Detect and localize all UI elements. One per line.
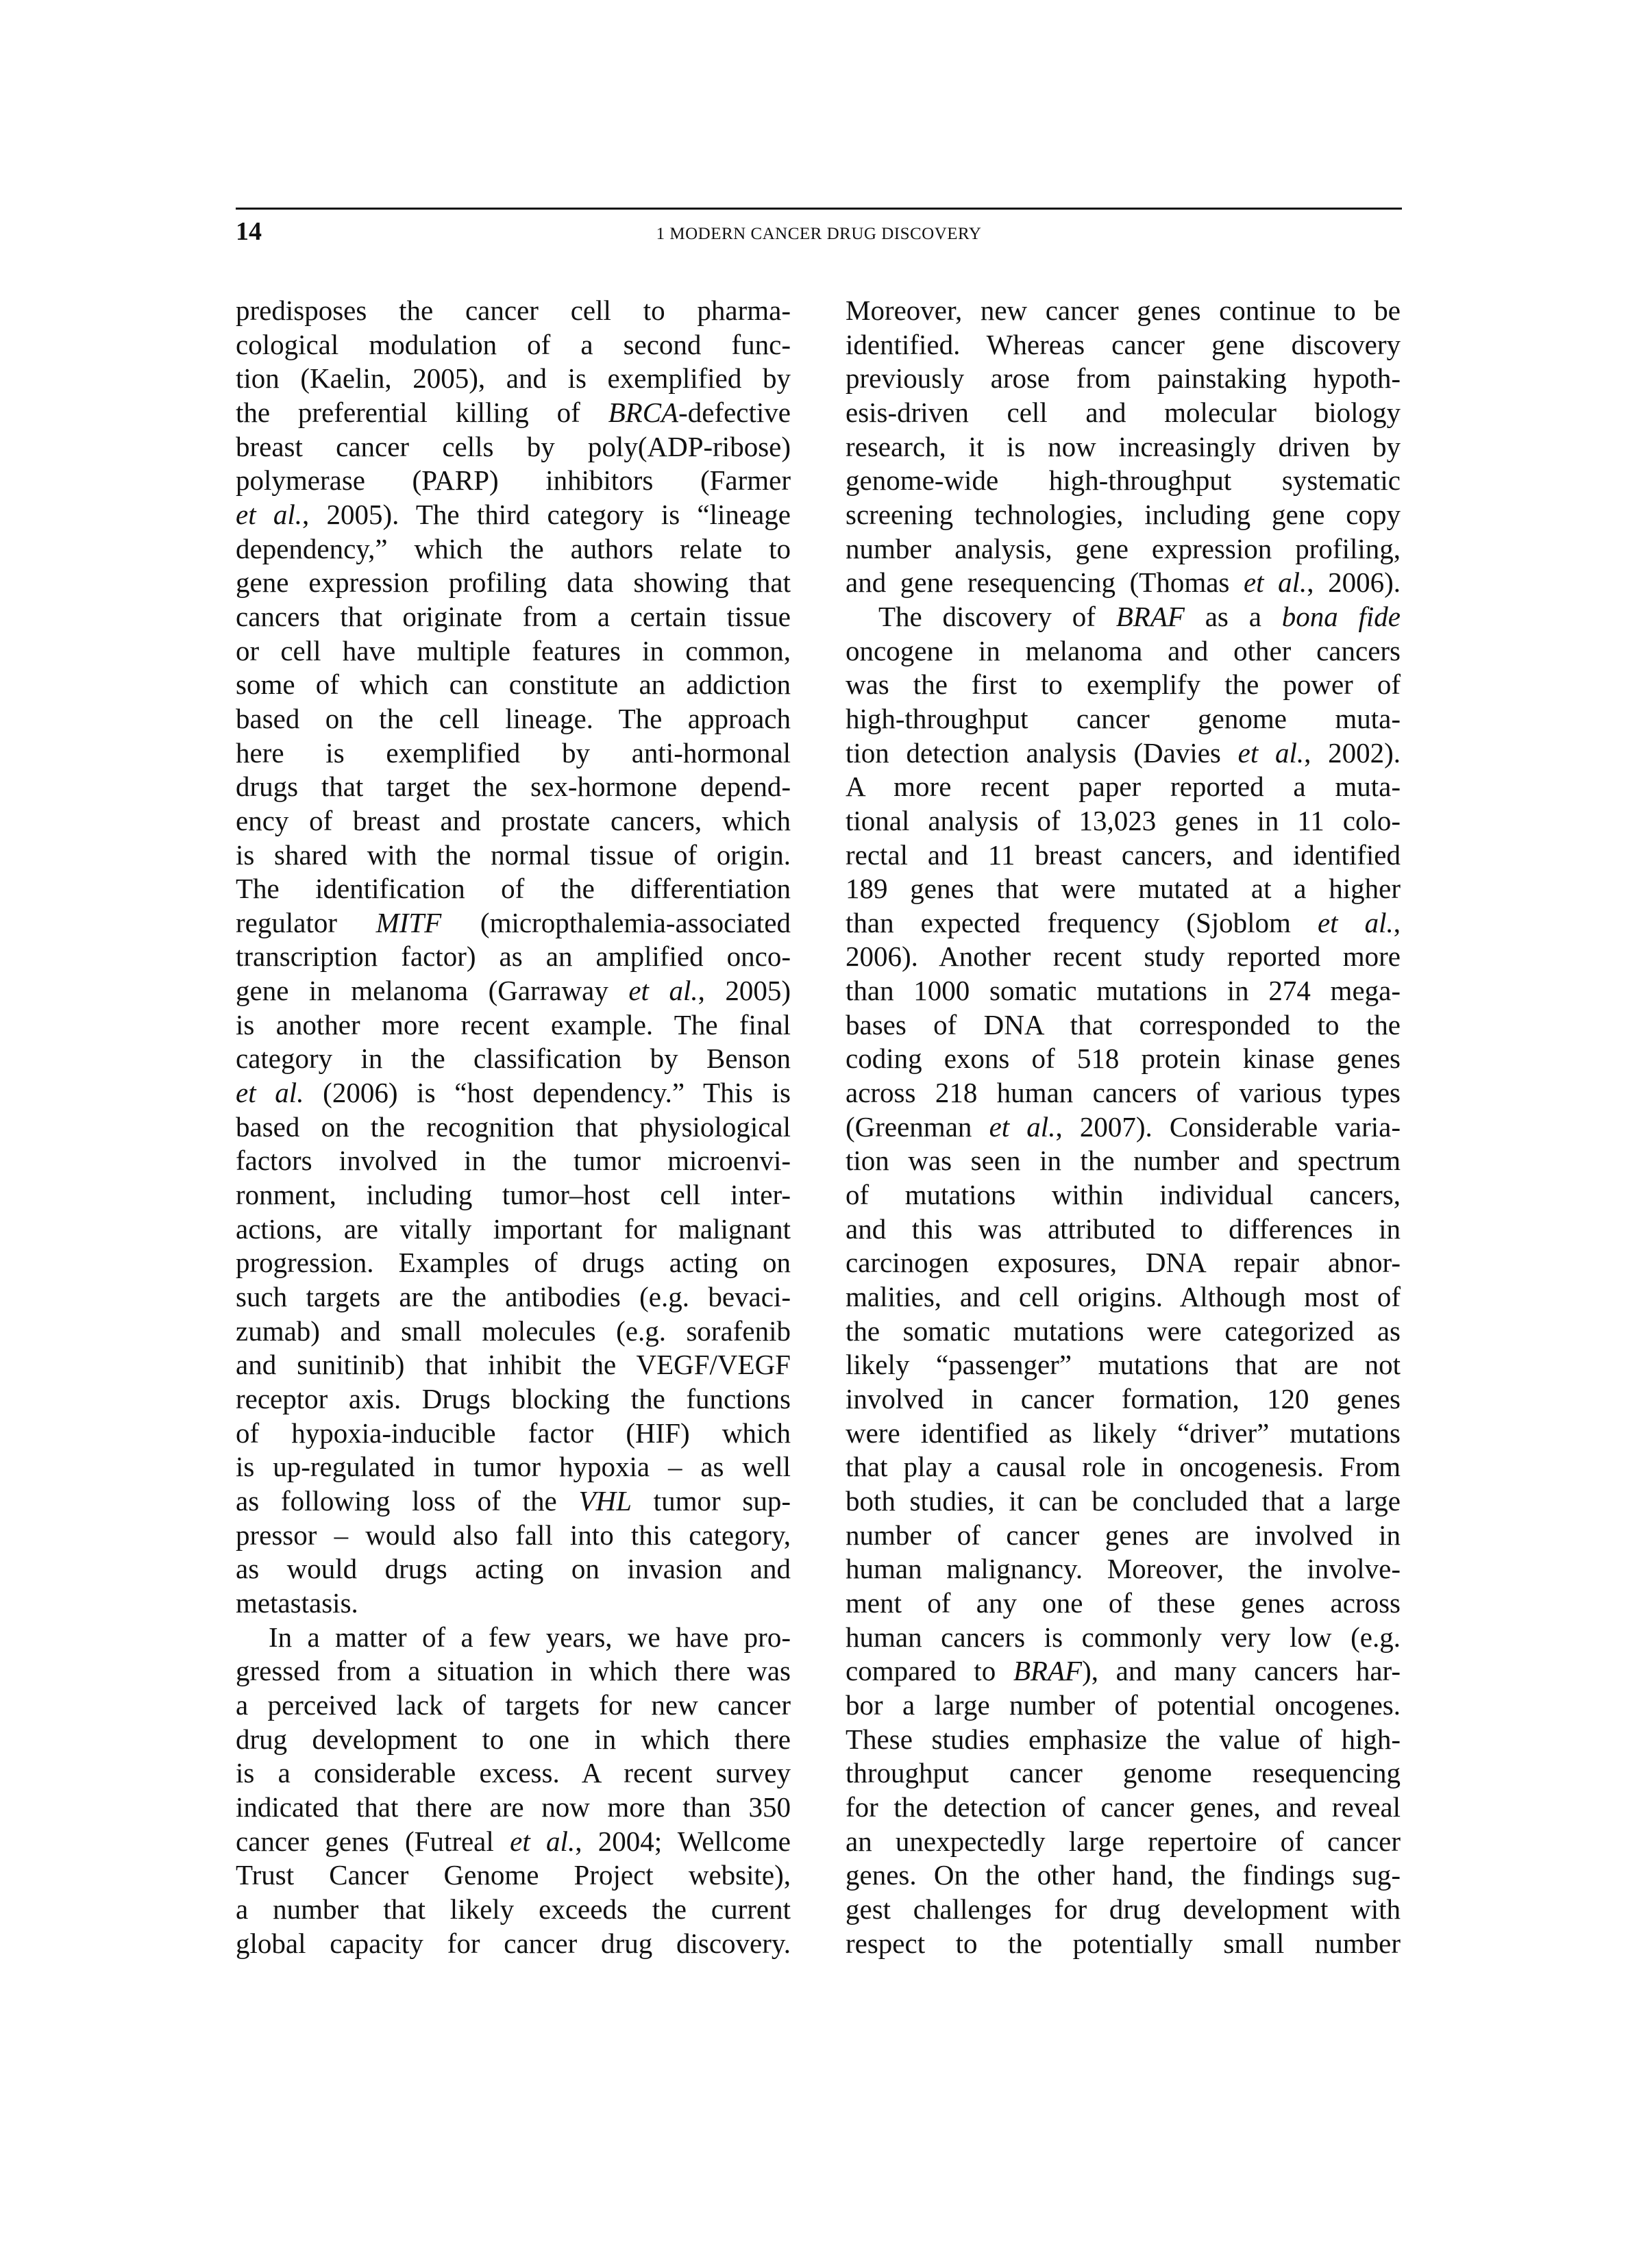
text-line <box>236 600 791 634</box>
text-line <box>846 1280 1401 1314</box>
text-span: is a considerable excess. A recent survey <box>236 1757 791 1789</box>
text-span: actions, are vitally important for malignant <box>236 1212 791 1245</box>
text-line <box>236 328 791 362</box>
text-span: is up-regulated in tumor hypoxia – as well <box>236 1451 791 1483</box>
text-span: indicated that there are now more than 350 <box>236 1791 791 1823</box>
text-line <box>846 1348 1401 1382</box>
text-span: global capacity for cancer drug discovery. <box>236 1927 791 1959</box>
italic-text: et al. <box>236 498 302 530</box>
text-span: tion (Kaelin, 2005), and is exemplified by <box>236 362 791 395</box>
text-line <box>236 1654 791 1688</box>
text-span: Moreover, new cancer genes continue to be <box>846 295 1401 326</box>
text-line <box>846 1756 1401 1791</box>
text-line <box>236 294 791 328</box>
text-line <box>846 328 1401 362</box>
text-line <box>236 1621 791 1655</box>
text-line <box>846 396 1401 430</box>
text-span: previously arose from painstaking hypoth- <box>846 362 1401 395</box>
text-span: gene expression profiling data showing that <box>236 566 791 599</box>
text-line <box>236 1076 791 1110</box>
text-line <box>236 1688 791 1723</box>
text-line <box>846 668 1401 702</box>
italic-text: BRAF <box>1013 1655 1083 1687</box>
text-line <box>846 1042 1401 1076</box>
text-span: , 2007). Considerable varia- <box>1055 1110 1401 1143</box>
text-span: research, it is now increasingly driven by <box>846 430 1401 462</box>
text-span: tumor sup- <box>631 1484 791 1517</box>
text-span: gressed from a situation in which there was <box>236 1655 791 1687</box>
text-span: of mutations within individual cancers, <box>846 1179 1401 1211</box>
text-span: tion detection analysis (Davies <box>846 736 1238 769</box>
italic-text: et al. <box>989 1110 1056 1143</box>
text-span: screening technologies, including gene copy <box>846 498 1401 530</box>
text-span: high-throughput cancer genome muta- <box>846 702 1401 734</box>
text-line <box>236 1348 791 1382</box>
text-line <box>236 1791 791 1825</box>
text-span: number analysis, gene expression profiling, <box>846 532 1401 564</box>
text-span: based on the recognition that physiological <box>236 1110 791 1143</box>
text-span: the somatic mutations were categorized as <box>846 1314 1401 1347</box>
text-line <box>846 600 1401 634</box>
text-line <box>236 1825 791 1859</box>
text-span: regulator <box>236 906 376 938</box>
text-span: In a matter of a few years, we have pro- <box>269 1621 791 1653</box>
text-line <box>846 634 1401 669</box>
text-span: malities, and cell origins. Although most of <box>846 1281 1401 1313</box>
text-line <box>236 1246 791 1280</box>
text-span: both studies, it can be concluded that a large <box>846 1484 1401 1517</box>
italic-text: BRCA <box>608 396 679 428</box>
text-line <box>236 1382 791 1417</box>
text-line <box>846 1246 1401 1280</box>
text-span: genome-wide high-throughput systematic <box>846 464 1401 497</box>
text-line <box>846 1417 1401 1451</box>
text-line <box>846 1893 1401 1927</box>
text-line <box>236 1280 791 1314</box>
text-line <box>846 1586 1401 1621</box>
text-line <box>846 1110 1401 1145</box>
text-span: (micropthalemia-associated <box>441 906 791 938</box>
text-line <box>846 362 1401 396</box>
text-span: drug development to one in which there <box>236 1723 791 1755</box>
text-line <box>846 566 1401 600</box>
right-column <box>846 294 1401 1960</box>
text-span: bases of DNA that corresponded to the <box>846 1008 1401 1040</box>
text-line <box>236 1756 791 1791</box>
text-line <box>846 702 1401 736</box>
text-span: , 2004; Wellcome <box>575 1825 791 1857</box>
text-line <box>846 974 1401 1008</box>
text-span: ency of breast and prostate cancers, which <box>236 804 791 836</box>
text-line <box>236 532 791 566</box>
text-span: pressor – would also fall into this category, <box>236 1519 791 1551</box>
text-line <box>236 498 791 532</box>
text-span: such targets are the antibodies (e.g. bevaci- <box>236 1281 791 1313</box>
text-line <box>846 430 1401 464</box>
text-span: based on the cell lineage. The approach <box>236 702 791 734</box>
text-line <box>846 532 1401 566</box>
text-line <box>236 770 791 804</box>
text-line <box>236 804 791 838</box>
text-line <box>236 1178 791 1212</box>
text-line <box>236 1519 791 1553</box>
text-line <box>236 872 791 906</box>
text-line <box>236 736 791 771</box>
text-span: cancer genes (Futreal <box>236 1825 510 1857</box>
text-span: (Greenman <box>846 1110 989 1143</box>
text-span: (2006) is “host dependency.” This is <box>304 1077 791 1109</box>
text-line <box>846 1450 1401 1484</box>
text-span: cancers that originate from a certain tissue <box>236 600 791 632</box>
text-span: transcription factor) as an amplified onco- <box>236 940 791 973</box>
text-span: that play a causal role in oncogenesis. From <box>846 1451 1401 1483</box>
text-span: ), and many cancers har- <box>1082 1655 1401 1687</box>
text-span: -defective <box>678 396 791 428</box>
italic-text: BRAF <box>1115 600 1185 632</box>
text-span: Trust Cancer Genome Project website), <box>236 1859 791 1891</box>
text-span: The identification of the differentiation <box>236 873 791 905</box>
text-span: a perceived lack of targets for new cancer <box>236 1688 791 1721</box>
text-line <box>846 1484 1401 1519</box>
text-span: here is exemplified by anti-hormonal <box>236 736 791 769</box>
running-title: 1 MODERN CANCER DRUG DISCOVERY <box>656 225 982 243</box>
left-column <box>236 294 791 1960</box>
text-span: human malignancy. Moreover, the involve- <box>846 1553 1401 1585</box>
text-span: 189 genes that were mutated at a higher <box>846 873 1401 905</box>
text-line <box>236 362 791 396</box>
text-line <box>236 1314 791 1349</box>
text-line <box>236 906 791 940</box>
text-span: a number that likely exceeds the current <box>236 1893 791 1925</box>
italic-text: et al. <box>628 975 698 1007</box>
text-line <box>236 1552 791 1586</box>
text-span: across 218 human cancers of various types <box>846 1077 1401 1109</box>
text-span: The discovery of <box>878 600 1116 632</box>
text-span: were identified as likely “driver” mutations <box>846 1417 1401 1449</box>
text-span: progression. Examples of drugs acting on <box>236 1247 791 1279</box>
text-span: is another more recent example. The final <box>236 1008 791 1040</box>
text-span: ronment, including tumor–host cell inter- <box>236 1179 791 1211</box>
text-span: compared to <box>846 1655 1013 1687</box>
text-span: bor a large number of potential oncogenes. <box>846 1688 1401 1721</box>
text-span: , 2005). The third category is “lineage <box>301 498 791 530</box>
text-line <box>236 430 791 464</box>
text-line <box>236 1858 791 1893</box>
text-line <box>236 1042 791 1076</box>
text-span: polymerase (PARP) inhibitors (Farmer <box>236 464 791 497</box>
italic-text: bona fide <box>1281 600 1401 632</box>
text-span: is shared with the normal tissue of origin. <box>236 838 791 871</box>
text-line <box>846 736 1401 771</box>
text-span: drugs that target the sex-hormone depend- <box>236 771 791 803</box>
italic-text: et al. <box>1317 906 1394 938</box>
page-number: 14 <box>236 217 262 246</box>
text-span: an unexpectedly large repertoire of cancer <box>846 1825 1401 1857</box>
text-line <box>846 1621 1401 1655</box>
text-line <box>846 1858 1401 1893</box>
text-span: than expected frequency (Sjoblom <box>846 906 1318 938</box>
text-line <box>846 1825 1401 1859</box>
text-line <box>846 1552 1401 1586</box>
text-span: the preferential killing of <box>236 396 608 428</box>
text-line <box>846 464 1401 498</box>
text-span: identified. Whereas cancer gene discovery <box>846 328 1401 360</box>
text-span: genes. On the other hand, the findings sug- <box>846 1859 1401 1891</box>
text-line <box>236 1893 791 1927</box>
text-span: some of which can constitute an addiction <box>236 669 791 701</box>
text-line <box>846 1723 1401 1757</box>
text-line <box>236 1110 791 1145</box>
text-line <box>846 1791 1401 1825</box>
text-span: respect to the potentially small number <box>846 1927 1401 1959</box>
text-span: as would drugs acting on invasion and <box>236 1553 791 1585</box>
text-line <box>846 770 1401 804</box>
text-line <box>846 1008 1401 1043</box>
text-span: rectal and 11 breast cancers, and identified <box>846 838 1401 871</box>
text-line <box>846 1144 1401 1178</box>
text-line <box>236 1008 791 1043</box>
text-span: zumab) and small molecules (e.g. sorafenib <box>236 1314 791 1347</box>
text-line <box>846 498 1401 532</box>
text-span: of hypoxia-inducible factor (HIF) which <box>236 1417 791 1449</box>
text-span: gest challenges for drug development with <box>846 1893 1401 1925</box>
text-span: A more recent paper reported a muta- <box>846 771 1401 803</box>
text-span: , 2006). <box>1307 566 1401 599</box>
text-span: cological modulation of a second func- <box>236 328 791 360</box>
text-line <box>846 1654 1401 1688</box>
italic-text: VHL <box>578 1484 632 1517</box>
text-span: coding exons of 518 protein kinase genes <box>846 1043 1401 1075</box>
header-rule <box>236 208 1402 210</box>
text-line <box>846 1076 1401 1110</box>
text-span: was the first to exemplify the power of <box>846 669 1401 701</box>
text-span: dependency,” which the authors relate to <box>236 532 791 564</box>
text-line <box>846 1382 1401 1417</box>
text-line <box>236 940 791 974</box>
text-line <box>236 1144 791 1178</box>
text-span: human cancers is commonly very low (e.g. <box>846 1621 1401 1653</box>
text-span: factors involved in the tumor microenvi- <box>236 1145 791 1177</box>
text-span: as a <box>1184 600 1282 632</box>
italic-text: et al. <box>1243 566 1307 599</box>
italic-text: et al. <box>510 1825 576 1857</box>
text-span: likely “passenger” mutations that are not <box>846 1349 1401 1381</box>
italic-text: et al. <box>1237 736 1305 769</box>
text-span: tion was seen in the number and spectrum <box>846 1145 1401 1177</box>
text-span: involved in cancer formation, 120 genes <box>846 1383 1401 1415</box>
text-line <box>846 1212 1401 1247</box>
text-line <box>236 668 791 702</box>
text-span: receptor axis. Drugs blocking the functions <box>236 1383 791 1415</box>
italic-text: MITF <box>375 906 442 938</box>
text-span: category in the classification by Benson <box>236 1043 791 1075</box>
text-line <box>236 1723 791 1757</box>
text-line <box>236 464 791 498</box>
text-span: , <box>1393 906 1401 938</box>
text-span: These studies emphasize the value of high- <box>846 1723 1401 1755</box>
text-line <box>846 1519 1401 1553</box>
text-span: number of cancer genes are involved in <box>846 1519 1401 1551</box>
text-span: , 2002). <box>1304 736 1401 769</box>
text-span: and gene resequencing (Thomas <box>846 566 1244 599</box>
text-line <box>236 1212 791 1247</box>
text-span: and this was attributed to differences in <box>846 1212 1401 1245</box>
text-span: or cell have multiple features in common, <box>236 634 791 666</box>
text-line <box>846 1927 1401 1961</box>
text-line <box>236 974 791 1008</box>
text-span: as following loss of the <box>236 1484 579 1517</box>
text-line <box>846 804 1401 838</box>
text-line <box>236 1450 791 1484</box>
text-span: breast cancer cells by poly(ADP-ribose) <box>236 430 791 462</box>
text-line <box>846 940 1401 974</box>
text-span: gene in melanoma (Garraway <box>236 975 629 1007</box>
text-line <box>236 1484 791 1519</box>
text-line <box>236 1927 791 1961</box>
text-span: for the detection of cancer genes, and reveal <box>846 1791 1401 1823</box>
text-span: tional analysis of 13,023 genes in 11 colo- <box>846 804 1401 836</box>
text-span: predisposes the cancer cell to pharma- <box>236 295 791 326</box>
text-span: throughput cancer genome resequencing <box>846 1757 1401 1789</box>
text-line <box>236 1417 791 1451</box>
text-line <box>846 1688 1401 1723</box>
text-line <box>846 838 1401 873</box>
italic-text: et al. <box>236 1077 304 1109</box>
text-span: and sunitinib) that inhibit the VEGF/VEGF <box>236 1349 791 1381</box>
text-span: esis-driven cell and molecular biology <box>846 396 1401 428</box>
text-span: metastasis. <box>236 1586 358 1619</box>
text-line <box>236 1586 791 1621</box>
text-span: , 2005) <box>698 975 791 1007</box>
text-span: 2006). Another recent study reported more <box>846 940 1401 973</box>
text-span: ment of any one of these genes across <box>846 1586 1401 1619</box>
text-line <box>236 566 791 600</box>
text-span: carcinogen exposures, DNA repair abnor- <box>846 1247 1401 1279</box>
text-line <box>846 294 1401 328</box>
text-line <box>846 1314 1401 1349</box>
text-line <box>846 906 1401 940</box>
text-line <box>846 1178 1401 1212</box>
text-line <box>236 702 791 736</box>
text-span: than 1000 somatic mutations in 274 mega- <box>846 975 1401 1007</box>
text-line <box>236 396 791 430</box>
text-span: oncogene in melanoma and other cancers <box>846 634 1401 666</box>
text-line <box>236 838 791 873</box>
text-line <box>236 634 791 669</box>
text-line <box>846 872 1401 906</box>
